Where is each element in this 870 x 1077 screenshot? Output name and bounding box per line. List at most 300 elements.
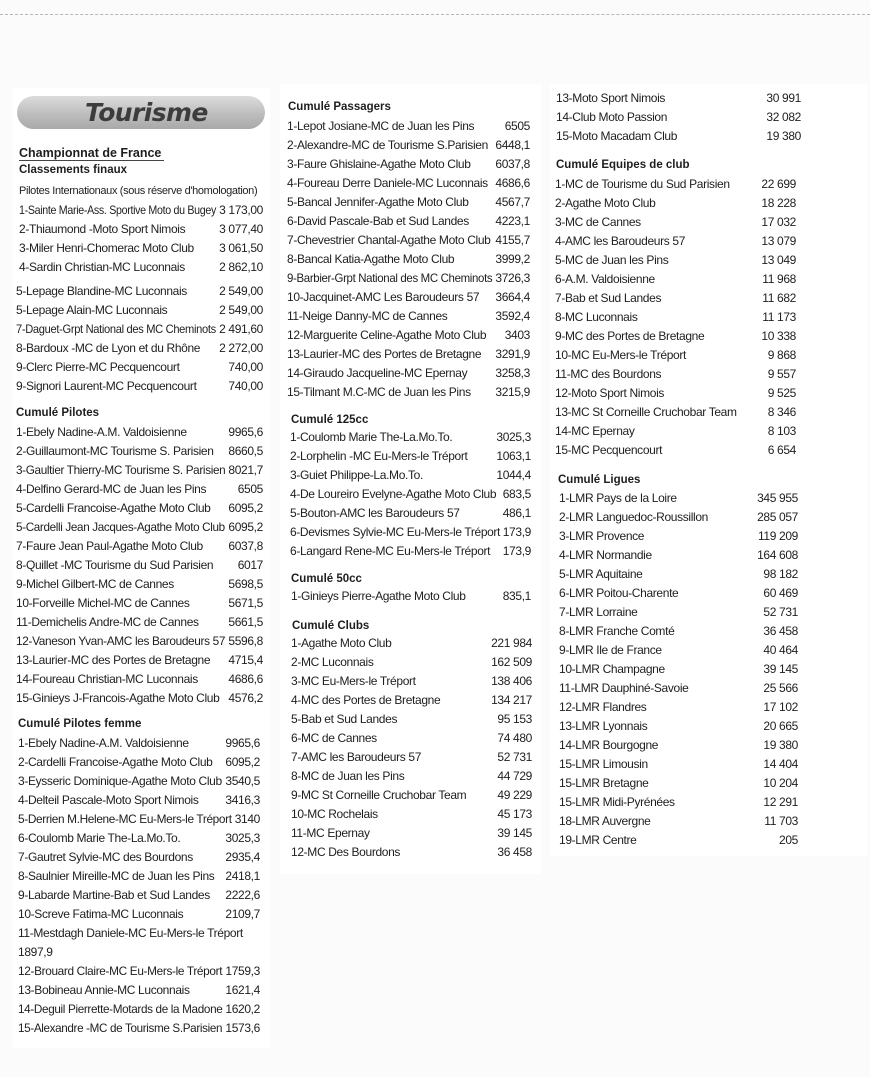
result-name: 1-Ebely Nadine-A.M. Valdoisienne <box>16 425 187 439</box>
result-value: 2 272,00 <box>219 341 263 355</box>
result-value: 3 077,40 <box>219 222 263 236</box>
result-row <box>16 670 263 689</box>
result-value: 8660,5 <box>228 444 263 458</box>
page-title: Tourisme <box>85 98 208 127</box>
result-name: 9-Signori Laurent-MC Pecquencourt <box>16 379 197 393</box>
championship-title: Championnat de France <box>19 146 164 161</box>
result-name: 9-Michel Gilbert-MC de Cannes <box>16 577 174 591</box>
result-value: 12 291 <box>763 795 798 809</box>
result-value: 5661,5 <box>228 615 263 629</box>
result-name: 8-Bancal Katia-Agathe Moto Club <box>287 252 455 266</box>
result-value: 5671,5 <box>228 596 263 610</box>
cumule-ligues-heading: Cumulé Ligues <box>558 474 641 486</box>
result-name: 5-Cardelli Jean Jacques-Agathe Moto Club <box>16 520 225 534</box>
result-name: 13-Laurier-MC des Portes de Bretagne <box>287 347 482 361</box>
result-row <box>291 786 532 805</box>
result-value: 6095,2 <box>228 520 263 534</box>
result-row <box>290 523 531 542</box>
result-value: 134 217 <box>491 693 532 707</box>
result-row <box>18 829 260 848</box>
result-row <box>19 258 263 277</box>
result-row <box>290 485 531 504</box>
result-name: 2-Agathe Moto Club <box>555 196 656 210</box>
result-row <box>291 767 532 786</box>
result-value: 11 703 <box>764 814 798 828</box>
result-value: 39 145 <box>763 662 798 676</box>
result-row <box>559 489 798 508</box>
result-value: 9 868 <box>767 348 796 362</box>
result-name: 11-Mestdagh Daniele-MC Eu-Mers-le Tréport <box>18 926 243 940</box>
result-row <box>18 848 260 867</box>
result-row <box>559 793 798 812</box>
result-row <box>16 651 263 670</box>
result-value: 1044,4 <box>496 468 531 482</box>
result-value: 2222,6 <box>225 888 260 902</box>
result-row <box>19 220 263 239</box>
result-row <box>287 383 530 402</box>
result-row <box>16 575 263 594</box>
result-row <box>555 403 796 422</box>
result-name: 7-Chevestrier Chantal-Agathe Moto Club <box>287 233 491 247</box>
result-name: 7-Gautret Sylvie-MC des Bourdons <box>18 850 193 864</box>
result-value: 10 338 <box>761 329 796 343</box>
cumule-passagers-heading: Cumulé Passagers <box>288 101 391 113</box>
result-name: 5-Bouton-AMC les Baroudeurs 57 <box>290 506 460 520</box>
result-row <box>555 232 796 251</box>
result-row <box>291 634 532 653</box>
result-row <box>555 194 796 213</box>
result-name: 6-Langard Rene-MC Eu-Mers-le Tréport <box>290 544 491 558</box>
result-value: 2 549,00 <box>219 303 263 317</box>
result-name: 12-Moto Sport Nimois <box>555 386 665 400</box>
result-name: 13-LMR Lyonnais <box>559 719 648 733</box>
result-value: 1759,3 <box>225 964 260 978</box>
result-row <box>287 136 530 155</box>
result-name: 12-Vaneson Yvan-AMC les Baroudeurs 57 <box>16 634 226 648</box>
result-value: 40 464 <box>763 643 798 657</box>
result-name: 4-Delfino Gerard-MC de Juan les Pins <box>16 482 207 496</box>
result-row <box>16 613 263 632</box>
result-row <box>555 213 796 232</box>
result-name: 1-Sainte Marie-Ass. Sportive Moto du Bugey <box>19 203 216 217</box>
result-value: 173,9 <box>502 544 531 558</box>
result-value: 1621,4 <box>225 983 260 997</box>
result-name: 13-Bobineau Annie-MC Luconnais <box>18 983 190 997</box>
final-standings-heading: Classements finaux <box>19 164 128 176</box>
result-value: 173,9 <box>502 525 531 539</box>
result-value: 6095,2 <box>228 501 263 515</box>
result-row <box>18 905 260 924</box>
result-name: 7-AMC les Baroudeurs 57 <box>291 750 422 764</box>
result-value: 6448,1 <box>495 138 530 152</box>
result-row <box>556 108 801 127</box>
result-value: 3 061,50 <box>219 241 263 255</box>
result-name: 14-LMR Bourgogne <box>559 738 659 752</box>
result-row <box>290 504 531 523</box>
result-row <box>287 345 530 364</box>
result-row <box>18 886 260 905</box>
result-name: 1-Ebely Nadine-A.M. Valdoisienne <box>18 736 189 750</box>
result-row <box>555 270 796 289</box>
result-row <box>291 710 532 729</box>
result-value: 32 082 <box>766 110 801 124</box>
result-name: 11-Neige Danny-MC de Cannes <box>287 309 448 323</box>
result-value: 6505 <box>237 482 263 496</box>
result-value: 6095,2 <box>225 755 260 769</box>
result-row <box>556 127 801 146</box>
result-row <box>287 269 530 288</box>
result-row <box>559 641 798 660</box>
results-column-1 <box>13 88 270 1048</box>
result-value: 3 173,00 <box>219 203 263 217</box>
result-value: 45 173 <box>497 807 532 821</box>
result-value: 6 654 <box>767 443 796 457</box>
result-name: 1-Agathe Moto Club <box>291 636 392 650</box>
result-row <box>291 824 532 843</box>
result-row <box>16 301 263 320</box>
result-row <box>287 193 530 212</box>
result-value: 6017 <box>237 558 263 572</box>
result-value: 3258,3 <box>495 366 530 380</box>
result-row <box>16 442 263 461</box>
result-value: 98 182 <box>763 567 798 581</box>
result-name: 2-Cardelli Francoise-Agathe Moto Club <box>18 755 213 769</box>
result-value: 285 057 <box>757 510 798 524</box>
result-row <box>18 810 260 829</box>
result-value: 11 173 <box>762 310 796 324</box>
result-row <box>18 1000 260 1019</box>
result-value: 2 862,10 <box>219 260 263 274</box>
result-row <box>559 698 798 717</box>
result-name: 6-MC de Cannes <box>291 731 377 745</box>
result-row <box>559 565 798 584</box>
result-value: 740,00 <box>228 379 263 393</box>
result-value: 1620,2 <box>225 1002 260 1016</box>
result-name: 11-LMR Dauphiné-Savoie <box>559 681 689 695</box>
result-row <box>19 201 263 220</box>
cumule-125cc-heading: Cumulé 125cc <box>291 414 369 426</box>
result-value: 9 525 <box>767 386 796 400</box>
result-row <box>559 774 798 793</box>
result-name: 4-De Loureiro Evelyne-Agathe Moto Club <box>290 487 497 501</box>
result-value: 4576,2 <box>228 691 263 705</box>
section-banner <box>17 96 265 129</box>
result-name: 5-Derrien M.Helene-MC Eu-Mers-le Tréport <box>18 812 232 826</box>
result-name: 11-Demichelis Andre-MC de Cannes <box>16 615 199 629</box>
result-value: 1897,9 <box>18 945 53 959</box>
result-row <box>290 542 531 561</box>
result-name: 9-Barbier-Grpt National des MC Cheminots <box>287 271 493 285</box>
result-value: 4686,6 <box>495 176 530 190</box>
result-name: 9-Clerc Pierre-MC Pecquencourt <box>16 360 180 374</box>
result-name: 1-Lepot Josiane-MC de Juan les Pins <box>287 119 475 133</box>
result-row <box>287 288 530 307</box>
result-row <box>555 289 796 308</box>
result-row <box>559 717 798 736</box>
result-name: 14-Foureau Christian-MC Luconnais <box>16 672 198 686</box>
result-value: 11 968 <box>762 272 796 286</box>
cumule-equipes-heading: Cumulé Equipes de club <box>556 159 690 171</box>
result-name: 13-MC St Corneille Cruchobar Team <box>555 405 737 419</box>
result-name: 5-MC de Juan les Pins <box>555 253 669 267</box>
result-value: 2109,7 <box>225 907 260 921</box>
result-name: 3-Miler Henri-Chomerac Moto Club <box>19 241 194 255</box>
result-name: 6-Devismes Sylvie-MC Eu-Mers-le Tréport <box>290 525 501 539</box>
result-value: 138 406 <box>491 674 532 688</box>
result-row <box>555 422 796 441</box>
result-value: 5596,8 <box>228 634 263 648</box>
result-value: 4567,7 <box>495 195 530 209</box>
cumule-50cc-heading: Cumulé 50cc <box>291 573 362 585</box>
result-name: 10-Forveille Michel-MC de Cannes <box>16 596 190 610</box>
result-name: 4-Foureau Derre Daniele-MC Luconnais <box>287 176 488 190</box>
result-value: 60 469 <box>763 586 798 600</box>
result-value: 835,1 <box>502 589 531 603</box>
result-value: 11 682 <box>762 291 796 305</box>
result-row <box>16 282 263 301</box>
result-row <box>556 89 801 108</box>
result-value: 17 032 <box>761 215 796 229</box>
result-value: 9 557 <box>767 367 796 381</box>
result-value: 2 549,00 <box>219 284 263 298</box>
cumule-clubs-heading: Cumulé Clubs <box>292 620 370 632</box>
result-value: 44 729 <box>497 769 532 783</box>
result-value: 52 731 <box>763 605 798 619</box>
result-name: 13-Moto Sport Nimois <box>556 91 666 105</box>
result-row <box>18 981 260 1000</box>
result-name: 4-Delteil Pascale-Moto Sport Nimois <box>18 793 199 807</box>
result-name: 9-LMR Ile de France <box>559 643 662 657</box>
result-value: 3592,4 <box>495 309 530 323</box>
result-name: 1-Coulomb Marie The-La.Mo.To. <box>290 430 453 444</box>
result-row <box>555 175 796 194</box>
result-row <box>559 603 798 622</box>
result-value: 162 509 <box>491 655 532 669</box>
result-value: 345 955 <box>757 491 798 505</box>
result-name: 4-MC des Portes de Bretagne <box>291 693 441 707</box>
result-row <box>16 480 263 499</box>
result-row <box>559 508 798 527</box>
result-name: 2-LMR Languedoc-Roussillon <box>559 510 708 524</box>
result-row <box>559 546 798 565</box>
result-value: 2418,1 <box>225 869 260 883</box>
result-name: 15-LMR Limousin <box>559 757 648 771</box>
result-value: 2 491,60 <box>219 322 263 336</box>
result-name: 3-Faure Ghislaine-Agathe Moto Club <box>287 157 471 171</box>
results-column-2 <box>280 84 541 874</box>
result-value: 20 665 <box>763 719 798 733</box>
result-value: 17 102 <box>763 700 798 714</box>
result-name: 12-Brouard Claire-MC Eu-Mers-le Tréport <box>18 964 223 978</box>
result-name: 7-LMR Lorraine <box>559 605 638 619</box>
result-row <box>18 962 260 981</box>
result-value: 8 103 <box>767 424 796 438</box>
result-row <box>559 660 798 679</box>
result-value: 36 458 <box>763 624 798 638</box>
result-name: 8-MC de Juan les Pins <box>291 769 405 783</box>
result-name: 5-Cardelli Francoise-Agathe Moto Club <box>16 501 211 515</box>
result-value: 19 380 <box>763 738 798 752</box>
result-value: 683,5 <box>502 487 531 501</box>
result-value: 49 229 <box>497 788 532 802</box>
result-row <box>559 812 798 831</box>
result-value: 3291,9 <box>495 347 530 361</box>
result-value: 221 984 <box>491 636 532 650</box>
result-row <box>291 729 532 748</box>
result-row <box>559 755 798 774</box>
result-value: 19 380 <box>766 129 801 143</box>
result-value: 9965,6 <box>225 736 260 750</box>
result-name: 7-Faure Jean Paul-Agathe Moto Club <box>16 539 203 553</box>
result-value: 13 079 <box>761 234 796 248</box>
result-row <box>16 518 263 537</box>
international-riders-note: Pilotes Internationaux (sous réserve d'homologation) <box>19 185 258 197</box>
result-row <box>287 307 530 326</box>
result-row <box>16 556 263 575</box>
result-row <box>555 346 796 365</box>
result-row <box>291 587 531 606</box>
result-row <box>287 174 530 193</box>
result-row <box>290 428 531 447</box>
result-row <box>555 251 796 270</box>
result-name: 15-LMR Midi-Pyrénées <box>559 795 675 809</box>
result-row <box>559 622 798 641</box>
result-value: 30 991 <box>766 91 801 105</box>
result-value: 3726,3 <box>495 271 530 285</box>
result-value: 6505 <box>504 119 530 133</box>
result-row <box>287 250 530 269</box>
result-value: 9965,6 <box>228 425 263 439</box>
result-name: 3-MC de Cannes <box>555 215 641 229</box>
result-name: 11-MC Epernay <box>291 826 370 840</box>
result-value: 6037,8 <box>228 539 263 553</box>
result-value: 36 458 <box>497 845 532 859</box>
result-name: 2-MC Luconnais <box>291 655 374 669</box>
cut-line <box>0 14 870 15</box>
result-row <box>18 924 260 962</box>
result-row <box>291 672 532 691</box>
result-name: 1-MC de Tourisme du Sud Parisien <box>555 177 730 191</box>
result-name: 12-Marguerite Celine-Agathe Moto Club <box>287 328 487 342</box>
result-name: 2-Alexandre-MC de Tourisme S.Parisien <box>287 138 488 152</box>
result-value: 3664,4 <box>495 290 530 304</box>
result-name: 14-Deguil Pierrette-Motards de la Madone <box>18 1002 223 1016</box>
result-name: 3-Guiet Philippe-La.Mo.To. <box>290 468 423 482</box>
result-value: 4223,1 <box>495 214 530 228</box>
result-value: 74 480 <box>497 731 532 745</box>
result-name: 2-Guillaumont-MC Tourisme S. Parisien <box>16 444 214 458</box>
result-name: 11-MC des Bourdons <box>555 367 662 381</box>
result-value: 4715,4 <box>228 653 263 667</box>
result-value: 3140 <box>234 812 260 826</box>
result-row <box>19 239 263 258</box>
result-row <box>16 499 263 518</box>
result-row <box>291 805 532 824</box>
result-name: 7-Bab et Sud Landes <box>555 291 662 305</box>
result-value: 22 699 <box>761 177 796 191</box>
result-row <box>18 867 260 886</box>
result-row <box>16 358 263 377</box>
result-name: 4-Sardin Christian-MC Luconnais <box>19 260 185 274</box>
results-column-3 <box>550 84 868 856</box>
result-value: 205 <box>779 833 798 847</box>
result-row <box>555 441 796 460</box>
result-name: 9-Labarde Martine-Bab et Sud Landes <box>18 888 210 902</box>
result-name: 10-LMR Champagne <box>559 662 665 676</box>
result-name: 10-Screve Fatima-MC Luconnais <box>18 907 184 921</box>
result-row <box>555 365 796 384</box>
result-row <box>555 327 796 346</box>
result-value: 39 145 <box>497 826 532 840</box>
result-name: 6-LMR Poitou-Charente <box>559 586 679 600</box>
result-value: 25 566 <box>763 681 798 695</box>
result-value: 10 204 <box>763 776 798 790</box>
result-name: 15-Tilmant M.C-MC de Juan les Pins <box>287 385 471 399</box>
result-value: 3215,9 <box>495 385 530 399</box>
result-value: 1573,6 <box>225 1021 260 1035</box>
result-value: 4686,6 <box>228 672 263 686</box>
result-name: 6-David Pascale-Bab et Sud Landes <box>287 214 469 228</box>
result-row <box>291 748 532 767</box>
result-row <box>18 791 260 810</box>
result-value: 3025,3 <box>225 831 260 845</box>
result-row <box>290 447 531 466</box>
result-value: 164 608 <box>757 548 798 562</box>
result-value: 119 209 <box>757 529 798 543</box>
result-row <box>16 461 263 480</box>
result-row <box>287 326 530 345</box>
result-row <box>291 843 532 862</box>
result-name: 8-MC Luconnais <box>555 310 638 324</box>
result-row <box>287 212 530 231</box>
result-value: 8 346 <box>767 405 796 419</box>
result-name: 9-MC St Corneille Cruchobar Team <box>291 788 467 802</box>
result-name: 14-Giraudo Jacqueline-MC Epernay <box>287 366 468 380</box>
result-name: 13-Laurier-MC des Portes de Bretagne <box>16 653 211 667</box>
result-row <box>287 231 530 250</box>
result-row <box>18 772 260 791</box>
result-value: 3540,5 <box>225 774 260 788</box>
result-name: 8-LMR Franche Comté <box>559 624 675 638</box>
result-value: 3999,2 <box>495 252 530 266</box>
result-name: 3-LMR Provence <box>559 529 645 543</box>
result-row <box>291 691 532 710</box>
result-name: 2-Thiaumond -Moto Sport Nimois <box>19 222 186 236</box>
result-row <box>16 339 263 358</box>
result-name: 15-MC Pecquencourt <box>555 443 663 457</box>
result-value: 4155,7 <box>495 233 530 247</box>
result-row <box>559 679 798 698</box>
result-name: 10-Jacquinet-AMC Les Baroudeurs 57 <box>287 290 480 304</box>
result-name: 12-MC Des Bourdons <box>291 845 401 859</box>
result-name: 2-Lorphelin -MC Eu-Mers-le Tréport <box>290 449 468 463</box>
result-name: 10-MC Rochelais <box>291 807 378 821</box>
result-row <box>559 584 798 603</box>
cumule-pilotes-heading: Cumulé Pilotes <box>16 407 100 419</box>
result-row <box>559 527 798 546</box>
result-row <box>16 632 263 651</box>
result-value: 13 049 <box>761 253 796 267</box>
result-row <box>16 377 263 396</box>
result-name: 6-A.M. Valdoisienne <box>555 272 655 286</box>
result-row <box>18 753 260 772</box>
result-row <box>287 364 530 383</box>
result-name: 3-MC Eu-Mers-le Tréport <box>291 674 416 688</box>
result-name: 3-Eysseric Dominique-Agathe Moto Club <box>18 774 222 788</box>
result-name: 8-Bardoux -MC de Lyon et du Rhône <box>16 341 201 355</box>
result-value: 14 404 <box>763 757 798 771</box>
result-name: 12-LMR Flandres <box>559 700 647 714</box>
